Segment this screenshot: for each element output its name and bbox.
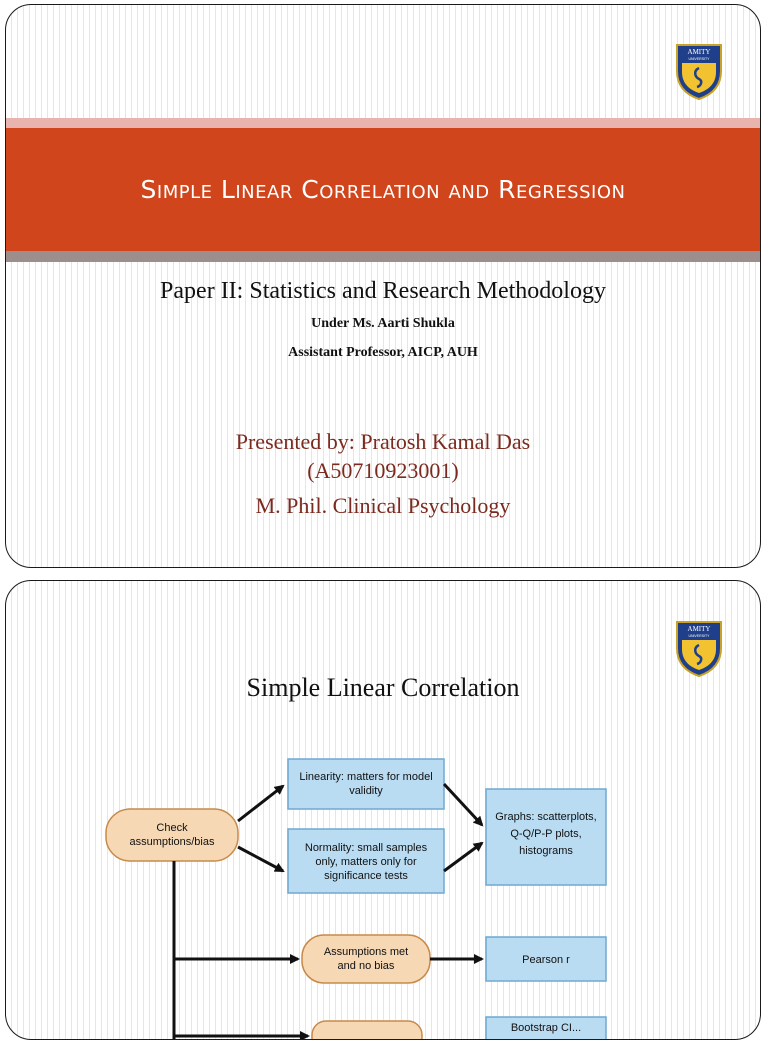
svg-text:Q-Q/P-P plots,: Q-Q/P-P plots, — [510, 828, 582, 840]
assumptions-flowchart — [6, 581, 761, 1040]
presentation-title: Simple Linear Correlation and Regression — [140, 175, 626, 204]
correlation-slide — [5, 580, 761, 1040]
linearity-node — [288, 759, 444, 809]
presenter-name: Presented by: Pratosh Kamal Das — [235, 429, 531, 454]
title-band-bottom — [6, 251, 760, 262]
svg-text:Pearson r: Pearson r — [522, 954, 570, 966]
svg-text:histograms: histograms — [519, 845, 573, 857]
svg-text:AMITY: AMITY — [687, 625, 711, 633]
pearson-r-node — [486, 937, 606, 981]
next-box-node — [486, 1017, 606, 1040]
supervisor-name: Under Ms. Aarti Shukla — [311, 316, 455, 331]
paper-subtitle: Paper II: Statistics and Research Methodology — [160, 278, 606, 304]
svg-text:validity: validity — [349, 785, 383, 797]
svg-text:UNIVERSITY: UNIVERSITY — [688, 634, 710, 638]
svg-text:assumptions/bias: assumptions/bias — [129, 836, 215, 848]
slide-title: Simple Linear Correlation — [246, 673, 520, 702]
graphs-node — [486, 789, 606, 885]
supervisor-designation: Assistant Professor, AICP, AUH — [288, 345, 478, 360]
svg-text:Linearity: matters for model: Linearity: matters for model — [299, 771, 433, 783]
presenter-roll-number: (A50710923001) — [307, 458, 459, 483]
title-band-top — [6, 118, 760, 128]
check-assumptions-node — [106, 809, 238, 861]
svg-text:Graphs: scatterplots,: Graphs: scatterplots, — [495, 811, 597, 823]
svg-text:Assumptions met: Assumptions met — [323, 946, 409, 958]
svg-text:AMITY: AMITY — [687, 48, 711, 56]
svg-text:significance tests: significance tests — [324, 870, 408, 882]
amity-logo — [673, 41, 725, 101]
svg-text:Check: Check — [156, 822, 188, 834]
assumptions-met-node — [302, 935, 430, 983]
svg-text:Bootstrap CI...: Bootstrap CI... — [510, 1022, 582, 1034]
presenter-course: M. Phil. Clinical Psychology — [255, 493, 511, 518]
svg-text:and no bias: and no bias — [337, 960, 395, 972]
title-slide — [5, 4, 761, 568]
svg-text:only, matters only for: only, matters only for — [315, 856, 417, 868]
normality-node — [288, 829, 444, 893]
svg-text:Normality: small samples: Normality: small samples — [304, 842, 428, 854]
svg-text:UNIVERSITY: UNIVERSITY — [688, 57, 710, 61]
